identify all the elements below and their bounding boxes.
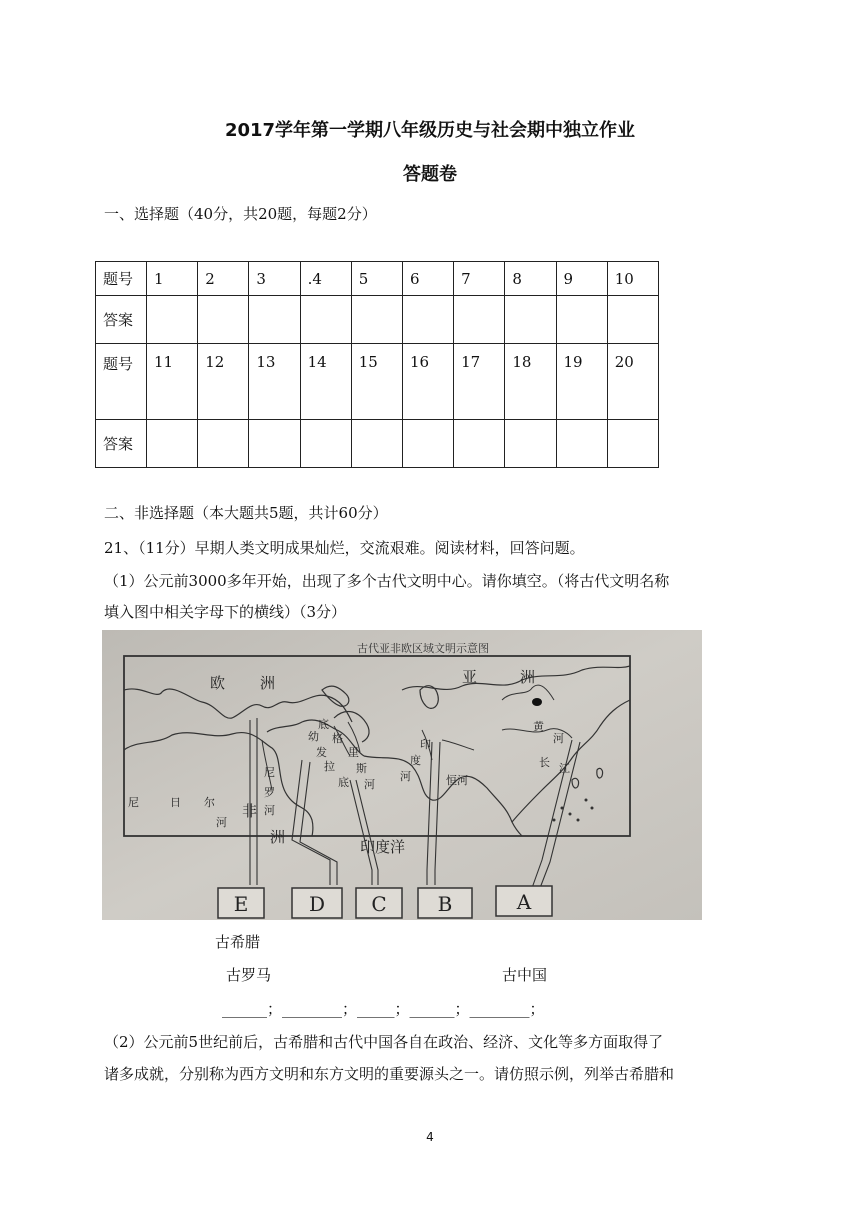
svg-text:黄: 黄	[533, 720, 544, 733]
svg-text:幼: 幼	[308, 730, 319, 743]
svg-text:尼: 尼	[264, 766, 275, 779]
svg-text:罗: 罗	[264, 786, 275, 799]
box-e-label: E	[233, 892, 249, 916]
answer-cell[interactable]	[147, 420, 198, 468]
svg-text:洲: 洲	[260, 674, 276, 692]
answer-blanks[interactable]: ______；________；_____；______；________；	[222, 1000, 545, 1018]
document-subtitle: 答题卷	[403, 164, 457, 185]
answer-cell[interactable]	[300, 296, 351, 344]
answer-cell[interactable]	[300, 420, 351, 468]
svg-text:欧: 欧	[210, 674, 226, 692]
question-number: 10	[607, 262, 658, 296]
svg-text:洲: 洲	[520, 668, 536, 686]
answer-cell[interactable]	[198, 420, 249, 468]
svg-text:发: 发	[316, 746, 327, 759]
svg-text:河: 河	[553, 732, 564, 745]
question-number: 20	[607, 344, 658, 420]
question-number: 5	[351, 262, 402, 296]
part1-line1: （1）公元前3000多年开始，出现了多个古代文明中心。请你填空。（将古代文明名称	[104, 572, 670, 590]
part2-line2: 诸多成就，分别称为西方文明和东方文明的重要源头之一。请仿照示例，列举古希腊和	[104, 1065, 675, 1083]
question-label: 题号	[96, 344, 147, 420]
question-number: 13	[249, 344, 300, 420]
svg-text:恒河: 恒河	[446, 774, 468, 787]
svg-text:印: 印	[420, 738, 431, 751]
question-number: 1	[147, 262, 198, 296]
svg-text:河: 河	[400, 770, 411, 783]
question-number: 3	[249, 262, 300, 296]
svg-text:斯: 斯	[356, 762, 367, 775]
document-title: 2017学年第一学期八年级历史与社会期中独立作业	[224, 120, 636, 141]
svg-text:拉: 拉	[324, 760, 335, 773]
table-row	[96, 296, 659, 344]
yellow-river-marker	[532, 698, 542, 706]
table-row	[96, 344, 659, 420]
question-number: 9	[556, 262, 607, 296]
svg-text:印度洋: 印度洋	[360, 838, 406, 856]
svg-text:里: 里	[348, 746, 359, 759]
question-number: 8	[505, 262, 556, 296]
page-number: 4	[426, 1130, 434, 1144]
question-number: 17	[454, 344, 505, 420]
answer-label: 答案	[96, 420, 147, 468]
question-number: 7	[454, 262, 505, 296]
svg-text:尼: 尼	[128, 796, 139, 809]
answer-cell[interactable]	[607, 420, 658, 468]
svg-text:河: 河	[264, 804, 275, 817]
question-number: 16	[402, 344, 453, 420]
svg-text:日: 日	[170, 796, 181, 809]
answer-cell[interactable]	[607, 296, 658, 344]
answer-cell[interactable]	[198, 296, 249, 344]
svg-text:洲: 洲	[270, 828, 286, 846]
answer-cell[interactable]	[402, 296, 453, 344]
box-c-label: C	[371, 892, 387, 916]
answer-cell[interactable]	[556, 296, 607, 344]
svg-text:底: 底	[338, 776, 349, 789]
answer-cell[interactable]	[351, 296, 402, 344]
svg-text:亚: 亚	[462, 668, 478, 686]
answer-cell[interactable]	[454, 420, 505, 468]
question-number: 18	[505, 344, 556, 420]
map-title: 古代亚非欧区域文明示意图	[357, 642, 489, 655]
box-a-label: A	[516, 890, 532, 914]
svg-text:度: 度	[410, 754, 421, 767]
table-row	[96, 262, 659, 296]
answer-cell[interactable]	[505, 296, 556, 344]
question-number: 6	[402, 262, 453, 296]
part2-line1: （2）公元前5世纪前后，古希腊和古代中国各自在政治、经济、文化等多方面取得了	[104, 1033, 664, 1051]
answer-cell[interactable]	[454, 296, 505, 344]
part1-line2: 填入图中相关字母下的横线）（3分）	[104, 603, 347, 621]
question-number: .4	[300, 262, 351, 296]
answer-cell[interactable]	[249, 420, 300, 468]
answer-cell[interactable]	[249, 296, 300, 344]
answer-china: 古中国	[502, 966, 548, 984]
question-number: 14	[300, 344, 351, 420]
box-b-label: B	[437, 892, 453, 916]
svg-text:江: 江	[559, 762, 570, 775]
civilization-map	[102, 630, 702, 920]
section1-heading: 一、选择题（40分，共20题，每题2分）	[104, 205, 377, 223]
question-number: 19	[556, 344, 607, 420]
svg-text:长: 长	[539, 756, 550, 769]
box-d-label: D	[308, 892, 326, 916]
answer-cell[interactable]	[147, 296, 198, 344]
answer-greece: 古希腊	[215, 933, 261, 951]
question-number: 12	[198, 344, 249, 420]
answer-table	[95, 261, 659, 468]
question-label: 题号	[96, 262, 147, 296]
answer-cell[interactable]	[351, 420, 402, 468]
answer-rome: 古罗马	[226, 966, 272, 984]
answer-cell[interactable]	[402, 420, 453, 468]
svg-text:河: 河	[216, 816, 227, 829]
question-number: 2	[198, 262, 249, 296]
svg-text:尔: 尔	[204, 796, 215, 809]
svg-text:底: 底	[318, 718, 329, 731]
answer-cell[interactable]	[556, 420, 607, 468]
question-number: 15	[351, 344, 402, 420]
svg-text:河: 河	[364, 778, 375, 791]
svg-text:非: 非	[242, 802, 258, 820]
answer-label: 答案	[96, 296, 147, 344]
question-number: 11	[147, 344, 198, 420]
svg-text:格: 格	[332, 732, 343, 745]
table-row	[96, 420, 659, 468]
section2-heading: 二、非选择题（本大题共5题，共计60分）	[104, 504, 388, 522]
answer-cell[interactable]	[505, 420, 556, 468]
question-21: 21、（11分）早期人类文明成果灿烂，交流艰难。阅读材料，回答问题。	[104, 539, 585, 557]
